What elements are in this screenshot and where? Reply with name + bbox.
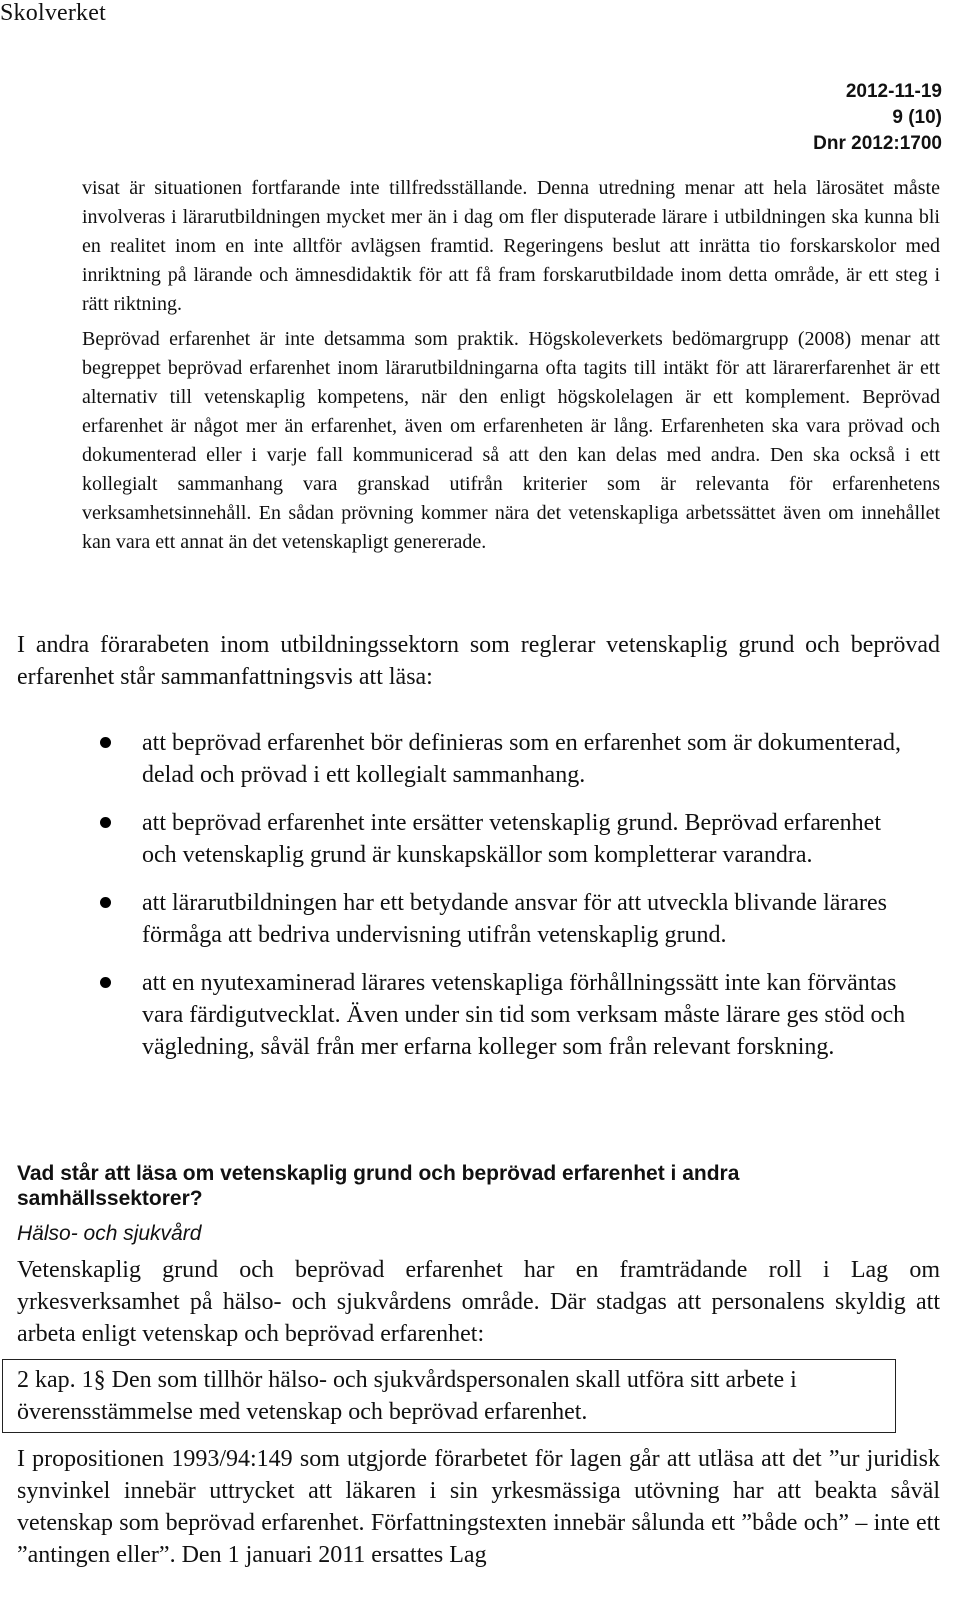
section-text: Vetenskaplig grund och beprövad erfarenhet har en framträdande roll i Lag om yrkesverksamhet på hälso- och sjukvårdens område. Där stadgas att personalens skyldig att arbeta enligt vetenskap och beprövad erfarenhet: (17, 1257, 940, 1347)
list-item-text: att lärarutbildningen har ett betydande ansvar för att utveckla blivande lärares förmåga att bedriva undervisning utifrån vetenskaplig grund. (142, 890, 888, 948)
list-item (100, 887, 920, 951)
list-item (100, 807, 920, 871)
closing-paragraph (17, 1443, 940, 1571)
closing-text: I propositionen 1993/94:149 som utgjorde förarbetet för lagen går att utläsa att det ”ur juridisk synvinkel innebär uttrycket att läkaren i sin yrkesmässiga utövning har att beakta såväl vetenskap som beprövad erfarenhet. Författningstexten innebär sålunda ett ”både och” – inte ett ”antingen eller”. Den 1 januari 2011 ersattes Lag (17, 1446, 940, 1568)
quote-paragraph-2: Beprövad erfarenhet är inte detsamma som praktik. Högskoleverkets bedömargrupp (2008) menar att begreppet beprövad erfarenhet inom lärarutbildningarna ofta tagits till intäkt för att lärarerfarenhet är ett alternativ till vetenskaplig kompetens, när den enligt högskolelagen är ett komplement. Beprövad erfarenhet är något mer än erfarenhet, även om erfarenheten är lång. Erfarenheten ska vara prövad och dokumenterad eller i varje fall kommunicerad så att den kan delas med andra. Den ska också i ett kollegialt sammanhang vara granskad utifrån kriterier som är relevanta för erfarenhetens verksamhetsinnehåll. En sådan prövning kommer nära det vetenskapliga arbetssättet även om innehållet kan vara ett annat än det vetenskapligt genererade. (82, 328, 940, 553)
subheading: Hälso- och sjukvård (17, 1222, 202, 1245)
bullet-icon (100, 977, 111, 988)
section-heading: Vad står att läsa om vetenskaplig grund och beprövad erfarenhet i andra samhällssektorer? (17, 1162, 740, 1210)
list-item (100, 727, 920, 791)
section-paragraph (17, 1254, 940, 1350)
list-item-text: att beprövad erfarenhet inte ersätter vetenskaplig grund. Beprövad erfarenhet och vetenskaplig grund är kunskapskällor som kompletterar varandra. (142, 810, 881, 868)
bullet-icon (100, 737, 111, 748)
document-date: 2012-11-19 (845, 81, 942, 102)
bullet-icon (100, 897, 111, 908)
quoted-passage (82, 174, 940, 557)
intro-text: I andra förarabeten inom utbildningssektorn som reglerar vetenskaplig grund och beprövad erfarenhet står sammanfattningsvis att läsa: (17, 632, 940, 690)
bullet-icon (100, 817, 111, 828)
list-item (100, 967, 920, 1063)
list-item-text: att en nyutexaminerad lärares vetenskapliga förhållningssätt inte kan förväntas vara färdigutvecklat. Även under sin tid som verksam måste lärare ges stöd och vägledning, såväl från mer erfarna kolleger som från relevant forskning. (142, 970, 906, 1060)
quote-paragraph-1: visat är situationen fortfarande inte tillfredsställande. Denna utredning menar att hela lärosätet måste involveras i lärarutbildningen mycket mer än i dag om fler disputerade lärare i utbildningen ska kunna bli en realitet inom en inte alltför avlägsen framtid. Regeringens beslut att inrätta tio forskarskolor med inriktning på lärande och ämnesdidaktik för att få fram forskarutbildade inom detta område, är ett steg i rätt riktning. (82, 177, 940, 315)
document-number: Dnr 2012:1700 (813, 133, 942, 154)
intro-paragraph (17, 629, 940, 693)
document-meta (813, 79, 942, 157)
logo: Skolverket (0, 0, 106, 26)
law-quote-box: 2 kap. 1§ Den som tillhör hälso- och sjukvårdspersonalen skall utföra sitt arbete i överensstämmelse med vetenskap och beprövad erfarenhet. (2, 1359, 896, 1433)
page-number: 9 (10) (892, 107, 942, 128)
bullet-list (100, 727, 920, 1063)
list-item-text: att beprövad erfarenhet bör definieras som en erfarenhet som är dokumenterad, delad och prövad i ett kollegialt sammanhang. (142, 730, 901, 788)
